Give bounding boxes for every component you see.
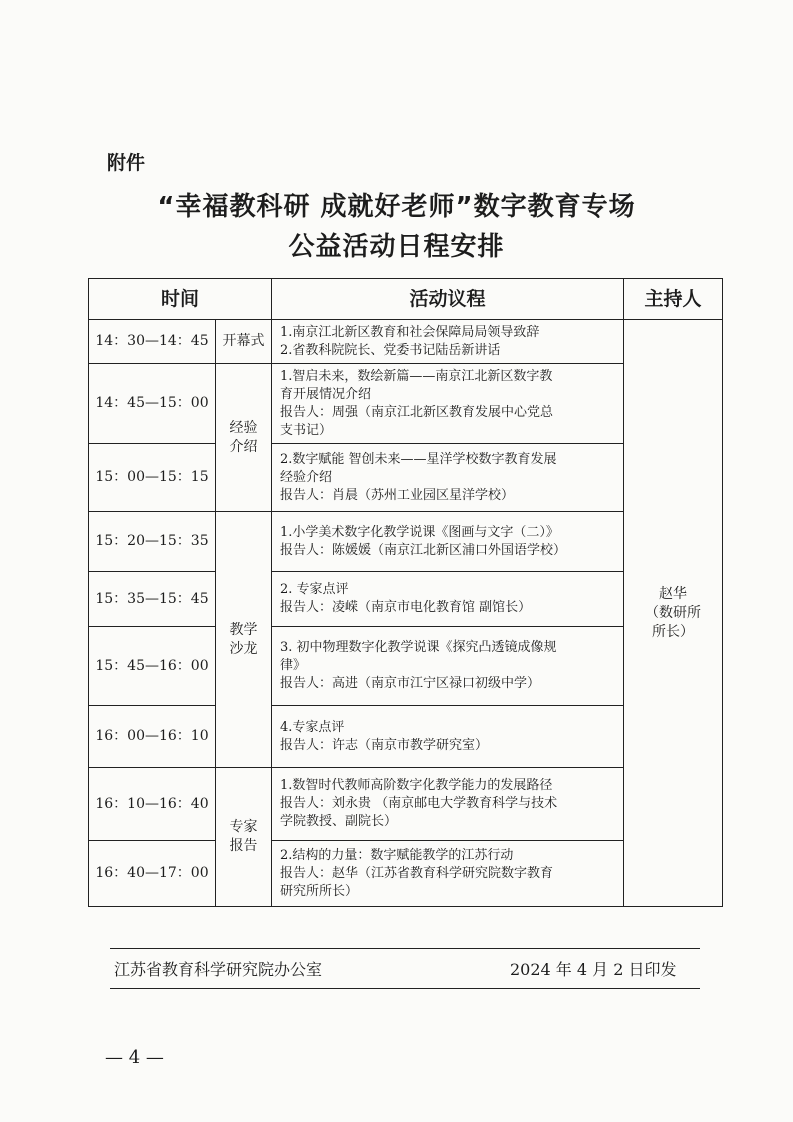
agenda-cell	[272, 320, 624, 364]
host-line: 赵华	[659, 585, 688, 602]
agenda-line: 育开展情况介绍	[280, 386, 372, 402]
agenda-cell	[272, 512, 624, 572]
agenda-line: 报告人：刘永贵 （南京邮电大学教育科学与技术	[280, 796, 558, 811]
session-line: 沙龙	[229, 640, 258, 657]
agenda-line: 3. 初中物理数字化教学说课《探究凸透镜成像规	[280, 640, 557, 655]
time-cell: 15：35—15：45	[89, 572, 216, 627]
time-cell: 16：00—16：10	[89, 706, 216, 768]
host-line: （数研所	[645, 604, 702, 621]
session-salon	[216, 512, 272, 768]
agenda-cell	[272, 572, 624, 627]
issue-date: 2024 年 4 月 2 日印发	[510, 960, 677, 979]
session-experience	[216, 364, 272, 512]
agenda-line: 2.结构的力量：数字赋能教学的江苏行动	[280, 847, 514, 863]
host-line: 所长）	[652, 623, 695, 640]
agenda-line: 1.南京江北新区教育和社会保障局局领导致辞	[280, 324, 540, 340]
agenda-line: 2. 专家点评	[280, 582, 349, 597]
session-line: 经验	[229, 419, 258, 436]
agenda-cell	[272, 444, 624, 512]
agenda-line: 支书记）	[280, 422, 333, 438]
header-host: 主持人	[624, 279, 723, 320]
agenda-line: 2.数字赋能 智创未来——星洋学校数字教育发展	[280, 451, 557, 467]
annex-label: 附件	[107, 152, 146, 174]
document-subtitle: 公益活动日程安排	[288, 232, 505, 262]
session-opening: 开幕式	[216, 320, 272, 364]
agenda-line: 报告人：高进（南京市江宁区禄口初级中学）	[280, 676, 541, 691]
time-cell: 16：10—16：40	[89, 768, 216, 841]
issuing-office: 江苏省教育科学研究院办公室	[114, 960, 323, 979]
agenda-line: 研究所所长）	[280, 883, 359, 899]
footer-top-rule	[110, 948, 700, 949]
table-row	[89, 320, 723, 364]
agenda-line: 报告人：许志（南京市教学研究室）	[280, 737, 489, 753]
agenda-line: 报告人：周强（南京江北新区教育发展中心党总	[280, 404, 554, 420]
header-agenda: 活动议程	[272, 279, 624, 320]
agenda-line: 学院教授、副院长）	[280, 814, 398, 829]
session-line: 教学	[229, 621, 258, 638]
page-number: — 4 —	[105, 1047, 164, 1068]
agenda-line: 律》	[280, 658, 307, 673]
session-expert	[216, 768, 272, 907]
header-time: 时间	[89, 279, 272, 320]
time-cell: 14：30—14：45	[89, 320, 216, 364]
session-line: 专家	[229, 819, 258, 835]
footer-bottom-rule	[110, 988, 700, 989]
agenda-line: 2.省教科院院长、党委书记陆岳新讲话	[280, 342, 501, 358]
agenda-cell	[272, 841, 624, 907]
agenda-line: 1.智启未来，数绘新篇——南京江北新区数字教	[280, 368, 553, 384]
time-cell: 14：45—15：00	[89, 364, 216, 444]
agenda-line: 1.小学美术数字化教学说课《图画与文字（二）》	[280, 524, 559, 540]
agenda-line: 报告人：肖晨（苏州工业园区星洋学校）	[280, 487, 515, 503]
agenda-line: 报告人：陈媛媛（南京江北新区浦口外国语学校）	[280, 542, 567, 558]
agenda-line: 经验介绍	[280, 469, 333, 485]
agenda-cell	[272, 627, 624, 706]
schedule-table	[88, 278, 723, 907]
agenda-cell	[272, 768, 624, 841]
agenda-line: 1.数智时代教师高阶数字化教学能力的发展路径	[280, 778, 553, 793]
document-title: “幸福教科研 成就好老师”数字教育专场	[157, 192, 636, 222]
agenda-line: 报告人：凌嵘（南京市电化教育馆 副馆长）	[280, 600, 532, 615]
session-line: 报告	[229, 838, 258, 854]
session-line: 介绍	[229, 438, 258, 455]
agenda-line: 4.专家点评	[280, 719, 345, 735]
agenda-cell	[272, 364, 624, 444]
time-cell: 15：45—16：00	[89, 627, 216, 706]
time-cell: 15：20—15：35	[89, 512, 216, 572]
time-cell: 16：40—17：00	[89, 841, 216, 907]
host-cell	[624, 320, 723, 907]
agenda-line: 报告人：赵华（江苏省教育科学研究院数字教育	[280, 865, 554, 881]
agenda-cell	[272, 706, 624, 768]
time-cell: 15：00—15：15	[89, 444, 216, 512]
